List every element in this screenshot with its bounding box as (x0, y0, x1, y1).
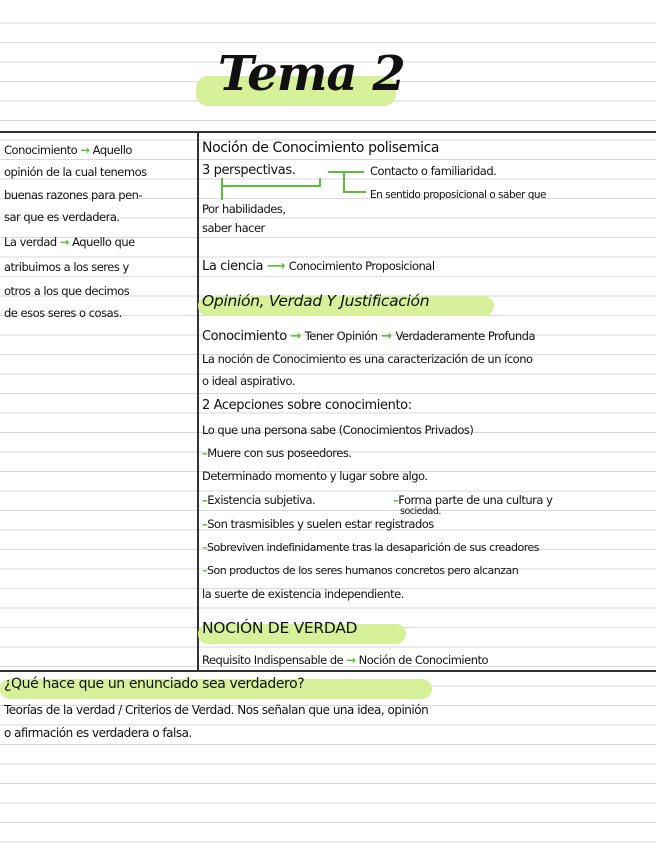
arrow-icon: ⟶ (266, 259, 286, 274)
arrow-icon: → (381, 329, 392, 344)
productos: –Son productos de los seres humanos concretos pero alcanzan (202, 564, 519, 577)
dash-icon: – (202, 493, 208, 507)
arrow-icon: → (290, 329, 301, 344)
dash-icon: – (202, 541, 207, 554)
page-title: Tema 2 (218, 46, 405, 102)
dash-icon: – (202, 446, 208, 460)
ovj-heading: Opinión, Verdad Y Justificación (202, 292, 430, 310)
nocion-verdad-heading: NOCIÓN DE VERDAD (202, 619, 358, 637)
left-line: otros a los que decimos (4, 284, 130, 298)
ciencia-line: La ciencia ⟶ Conocimiento Proposicional (202, 259, 435, 274)
dash-icon: – (393, 493, 399, 507)
nocion-line2: o ideal aspirativo. (202, 374, 295, 388)
suerte: la suerte de existencia independiente. (202, 587, 404, 601)
left-line: atribuimos a los seres y (4, 260, 129, 274)
sobreviven: –Sobreviven indefinidamente tras la desaparición de sus creadores (202, 541, 539, 554)
nocion-line1: La noción de Conocimiento es una caracterización de un ícono (202, 352, 533, 366)
existencia: –Existencia subjetiva. (202, 493, 316, 507)
left-line: buenas razones para pen- (4, 188, 143, 202)
arrow-icon: → (80, 143, 90, 157)
top-divider (0, 131, 656, 133)
arrow-icon: → (346, 653, 356, 667)
saber-hacer: saber hacer (202, 221, 265, 235)
column-divider (197, 131, 199, 671)
question: ¿Qué hace que un enunciado sea verdadero? (4, 676, 305, 692)
left-line: sar que es verdadera. (4, 210, 120, 224)
sentido-proposicional: En sentido proposicional o saber que (370, 189, 547, 201)
teorias-line2: o afirmación es verdadera o falsa. (4, 726, 192, 740)
left-line: opinión de la cual tenemos (4, 165, 147, 179)
left-line: de esos seres o cosas. (4, 306, 122, 320)
dash-icon: – (202, 564, 207, 577)
bottom-divider (0, 670, 656, 672)
acepciones: 2 Acepciones sobre conocimiento: (202, 398, 412, 413)
requisito-line: Requisito Indispensable de → Noción de Conocimiento (202, 653, 489, 667)
muere: –Muere con sus poseedores. (202, 446, 352, 460)
arrow-icon: → (59, 235, 69, 249)
sociedad: sociedad. (400, 506, 441, 517)
habilidades: Por habilidades, (202, 202, 286, 216)
nocion-heading: Noción de Conocimiento polisemica (202, 140, 440, 156)
dash-icon: – (202, 517, 208, 531)
determinado: Determinado momento y lugar sobre algo. (202, 469, 428, 483)
teorias-line1: Teorías de la verdad / Criterios de Verdad. Nos señalan que una idea, opinión (4, 703, 429, 717)
lo-que-sabe: Lo que una persona sabe (Conocimientos Privados) (202, 423, 474, 437)
sentido-connector (344, 172, 366, 192)
perspectivas: 3 perspectivas. (202, 163, 296, 178)
forma-parte: –Forma parte de una cultura y (393, 493, 553, 507)
contacto: Contacto o familiaridad. (370, 164, 497, 178)
transmisibles: –Son trasmisibles y suelen estar registrados (202, 517, 434, 531)
left-term-verdad: La verdad → Aquello que (4, 235, 135, 249)
left-term-conocimiento: Conocimiento → Aquello (4, 143, 132, 157)
conocimiento-chain: Conocimiento → Tener Opinión → Verdaderamente Profunda (202, 329, 536, 344)
